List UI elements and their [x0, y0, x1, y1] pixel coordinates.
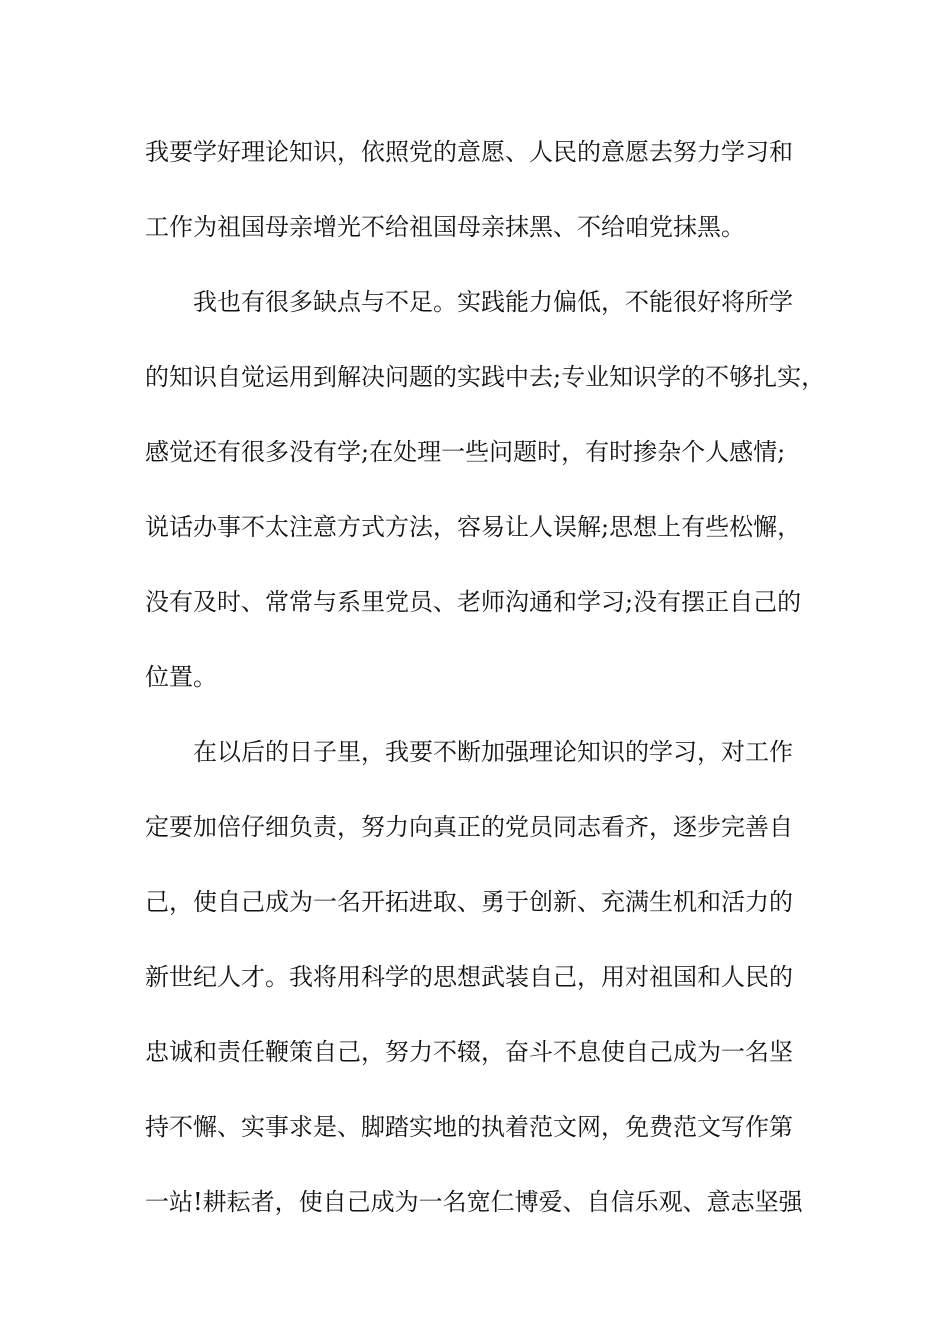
text-line: 位置。 — [145, 663, 217, 691]
text-line: 忠诚和责任鞭策自己，努力不辍，奋斗不息使自己成为一名坚 — [145, 1038, 793, 1066]
text-line: 我要学好理论知识，依照党的意愿、人民的意愿去努力学习和 — [145, 138, 793, 166]
text-line: 说话办事不太注意方式方法，容易让人误解;思想上有些松懈， — [145, 513, 802, 541]
text-line: 定要加倍仔细负责，努力向真正的党员同志看齐，逐步完善自 — [145, 813, 793, 841]
text-line: 一站!耕耘者，使自己成为一名宽仁博爱、自信乐观、意志坚强 — [145, 1188, 803, 1216]
text-line: 己，使自己成为一名开拓进取、勇于创新、充满生机和活力的 — [145, 888, 793, 916]
paragraph-start-line: 在以后的日子里，我要不断加强理论知识的学习，对工作 — [193, 738, 793, 766]
text-line: 新世纪人才。我将用科学的思想武装自己，用对祖国和人民的 — [145, 963, 793, 991]
text-line: 持不懈、实事求是、脚踏实地的执着范文网，免费范文写作第 — [145, 1113, 793, 1141]
text-line: 感觉还有很多没有学;在处理一些问题时，有时掺杂个人感情; — [145, 438, 786, 466]
paragraph-start-line: 我也有很多缺点与不足。实践能力偏低，不能很好将所学 — [193, 288, 793, 316]
text-line: 没有及时、常常与系里党员、老师沟通和学习;没有摆正自己的 — [145, 588, 802, 616]
text-line: 工作为祖国母亲增光不给祖国母亲抹黑、不给咱党抹黑。 — [145, 213, 745, 241]
text-line: 的知识自觉运用到解决问题的实践中去;专业知识学的不够扎实， — [145, 363, 826, 391]
